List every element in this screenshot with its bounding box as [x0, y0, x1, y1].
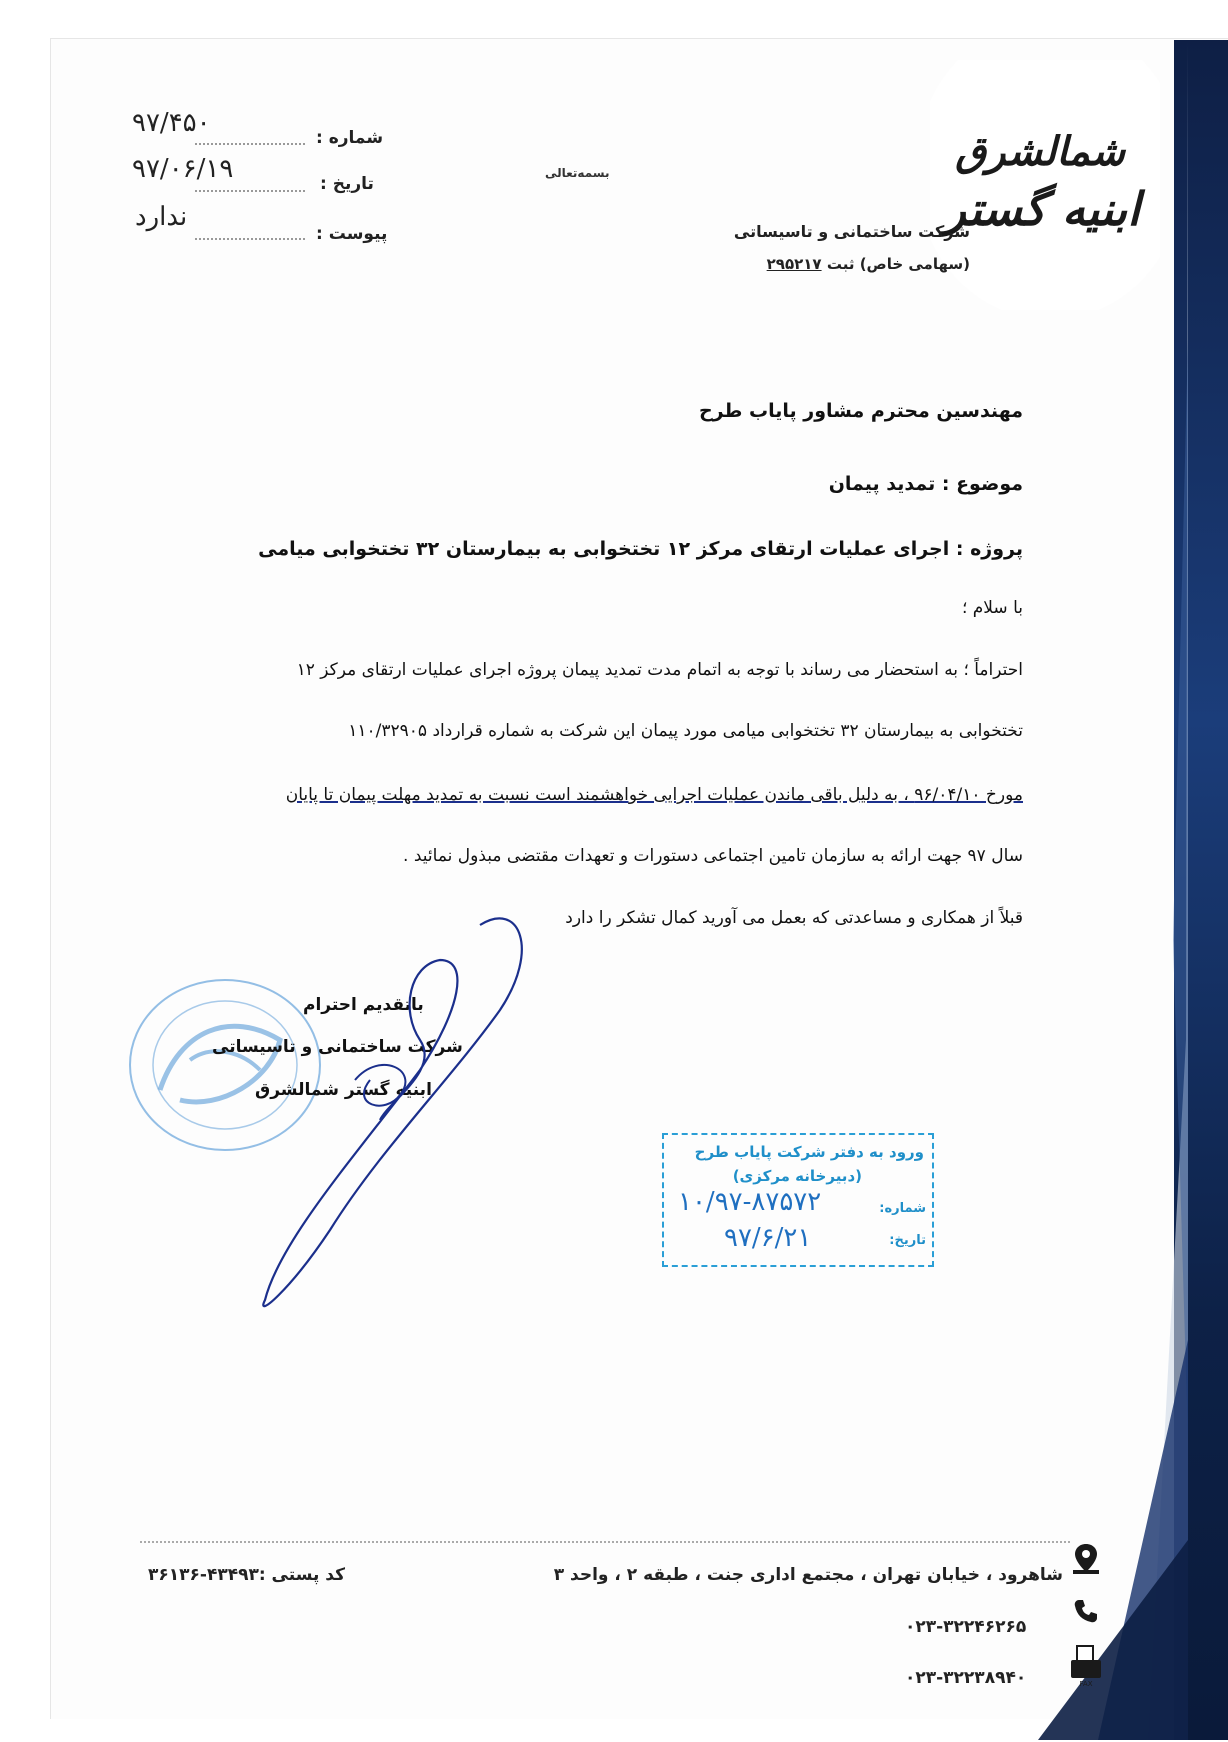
number-value: ۹۷/۴۵۰ — [132, 108, 211, 138]
closing-line-1: باتقدیم احترام — [303, 995, 424, 1015]
company-type: (سهامی خاص) — [859, 255, 970, 273]
body-line: احتراماً ؛ به استحضار می رساند با توجه به اتمام مدت تمدید پیمان پروژه اجرای عملیات ارتقای مرکز ۱۲ — [296, 660, 1023, 680]
company-seal — [120, 970, 330, 1160]
footer-phone: ۰۲۳-۳۲۲۴۶۲۶۵ — [905, 1617, 1027, 1637]
reg-number: ۲۹۵۲۱۷ — [766, 255, 822, 273]
reg-label: ثبت — [826, 255, 855, 273]
stamp-line-2: (دبیرخانه مرکزی) — [732, 1167, 862, 1185]
closing-line-3: ابنیه گستر شمالشرق — [255, 1080, 432, 1100]
attachment-label: پیوست : — [316, 224, 388, 244]
number-label: شماره : — [316, 128, 384, 148]
body-line: قبلاً از همکاری و مساعدتی که بعمل می آورید کمال تشکر را دارد — [565, 908, 1023, 928]
fax-icon — [1067, 1643, 1105, 1689]
received-stamp — [662, 1133, 934, 1267]
date-value: ۹۷/۰۶/۱۹ — [132, 154, 234, 184]
footer-divider — [140, 1541, 1070, 1543]
company-registration — [767, 255, 970, 273]
stamp-date-label: تاریخ: — [889, 1233, 926, 1248]
footer-address: شاهرود ، خیابان تهران ، مجتمع اداری جنت ، طبقه ۲ ، واحد ۳ — [553, 1565, 1063, 1585]
number-dots — [195, 143, 305, 145]
body-line: مورخ ۹۶/۰۴/۱۰ ، به دلیل باقی ماندن عملیات اجرایی خواهشمند است نسبت به تمدید مهلت پیمان تا پایان — [285, 785, 1023, 805]
footer-postal: کد پستی :۴۳۴۹۳-۳۶۱۳۶ — [148, 1565, 346, 1585]
stamp-number-label: شماره: — [879, 1201, 926, 1216]
attachment-dots — [195, 238, 305, 240]
date-label: تاریخ : — [320, 174, 374, 194]
body-line: سال ۹۷ جهت ارائه به سازمان تامین اجتماعی دستورات و تعهدات مقتضی مبذول نمائید . — [403, 846, 1023, 866]
greeting: با سلام ؛ — [961, 598, 1023, 618]
logo-text-2: ابنیه گستر — [943, 182, 1140, 236]
stamp-date-value: ۹۷/۶/۲۱ — [724, 1223, 812, 1253]
location-icon — [1067, 1540, 1105, 1578]
subject: موضوع : تمدید پیمان — [828, 473, 1023, 495]
closing-line-2: شرکت ساختمانی و تاسیساتی — [212, 1037, 463, 1057]
date-dots — [195, 190, 305, 192]
recipient: مهندسین محترم مشاور پایاب طرح — [698, 400, 1023, 422]
project: پروژه : اجرای عملیات ارتقای مرکز ۱۲ تختخوابی به بیمارستان ۳۲ تختخوابی میامی — [258, 538, 1023, 560]
phone-icon — [1067, 1592, 1105, 1630]
attachment-value: ندارد — [135, 202, 188, 232]
body-line: تختخوابی به بیمارستان ۳۲ تختخوابی میامی مورد پیمان این شرکت به شماره قرارداد ۱۱۰/۳۲۹۰۵ — [348, 721, 1023, 741]
stamp-number-value: ۱۰/۹۷-۸۷۵۷۲ — [678, 1187, 822, 1217]
svg-text:FAX: FAX — [1079, 1680, 1093, 1688]
company-description: شرکت ساختمانی و تاسیساتی — [733, 222, 970, 241]
basmala: بسمه‌تعالی — [545, 166, 610, 180]
logo-text-1: شمالشرق — [955, 128, 1125, 175]
stamp-line-1: ورود به دفتر شرکت پایاب طرح — [694, 1143, 924, 1161]
footer-fax: ۰۲۳-۳۲۲۳۸۹۴۰ — [905, 1668, 1027, 1688]
